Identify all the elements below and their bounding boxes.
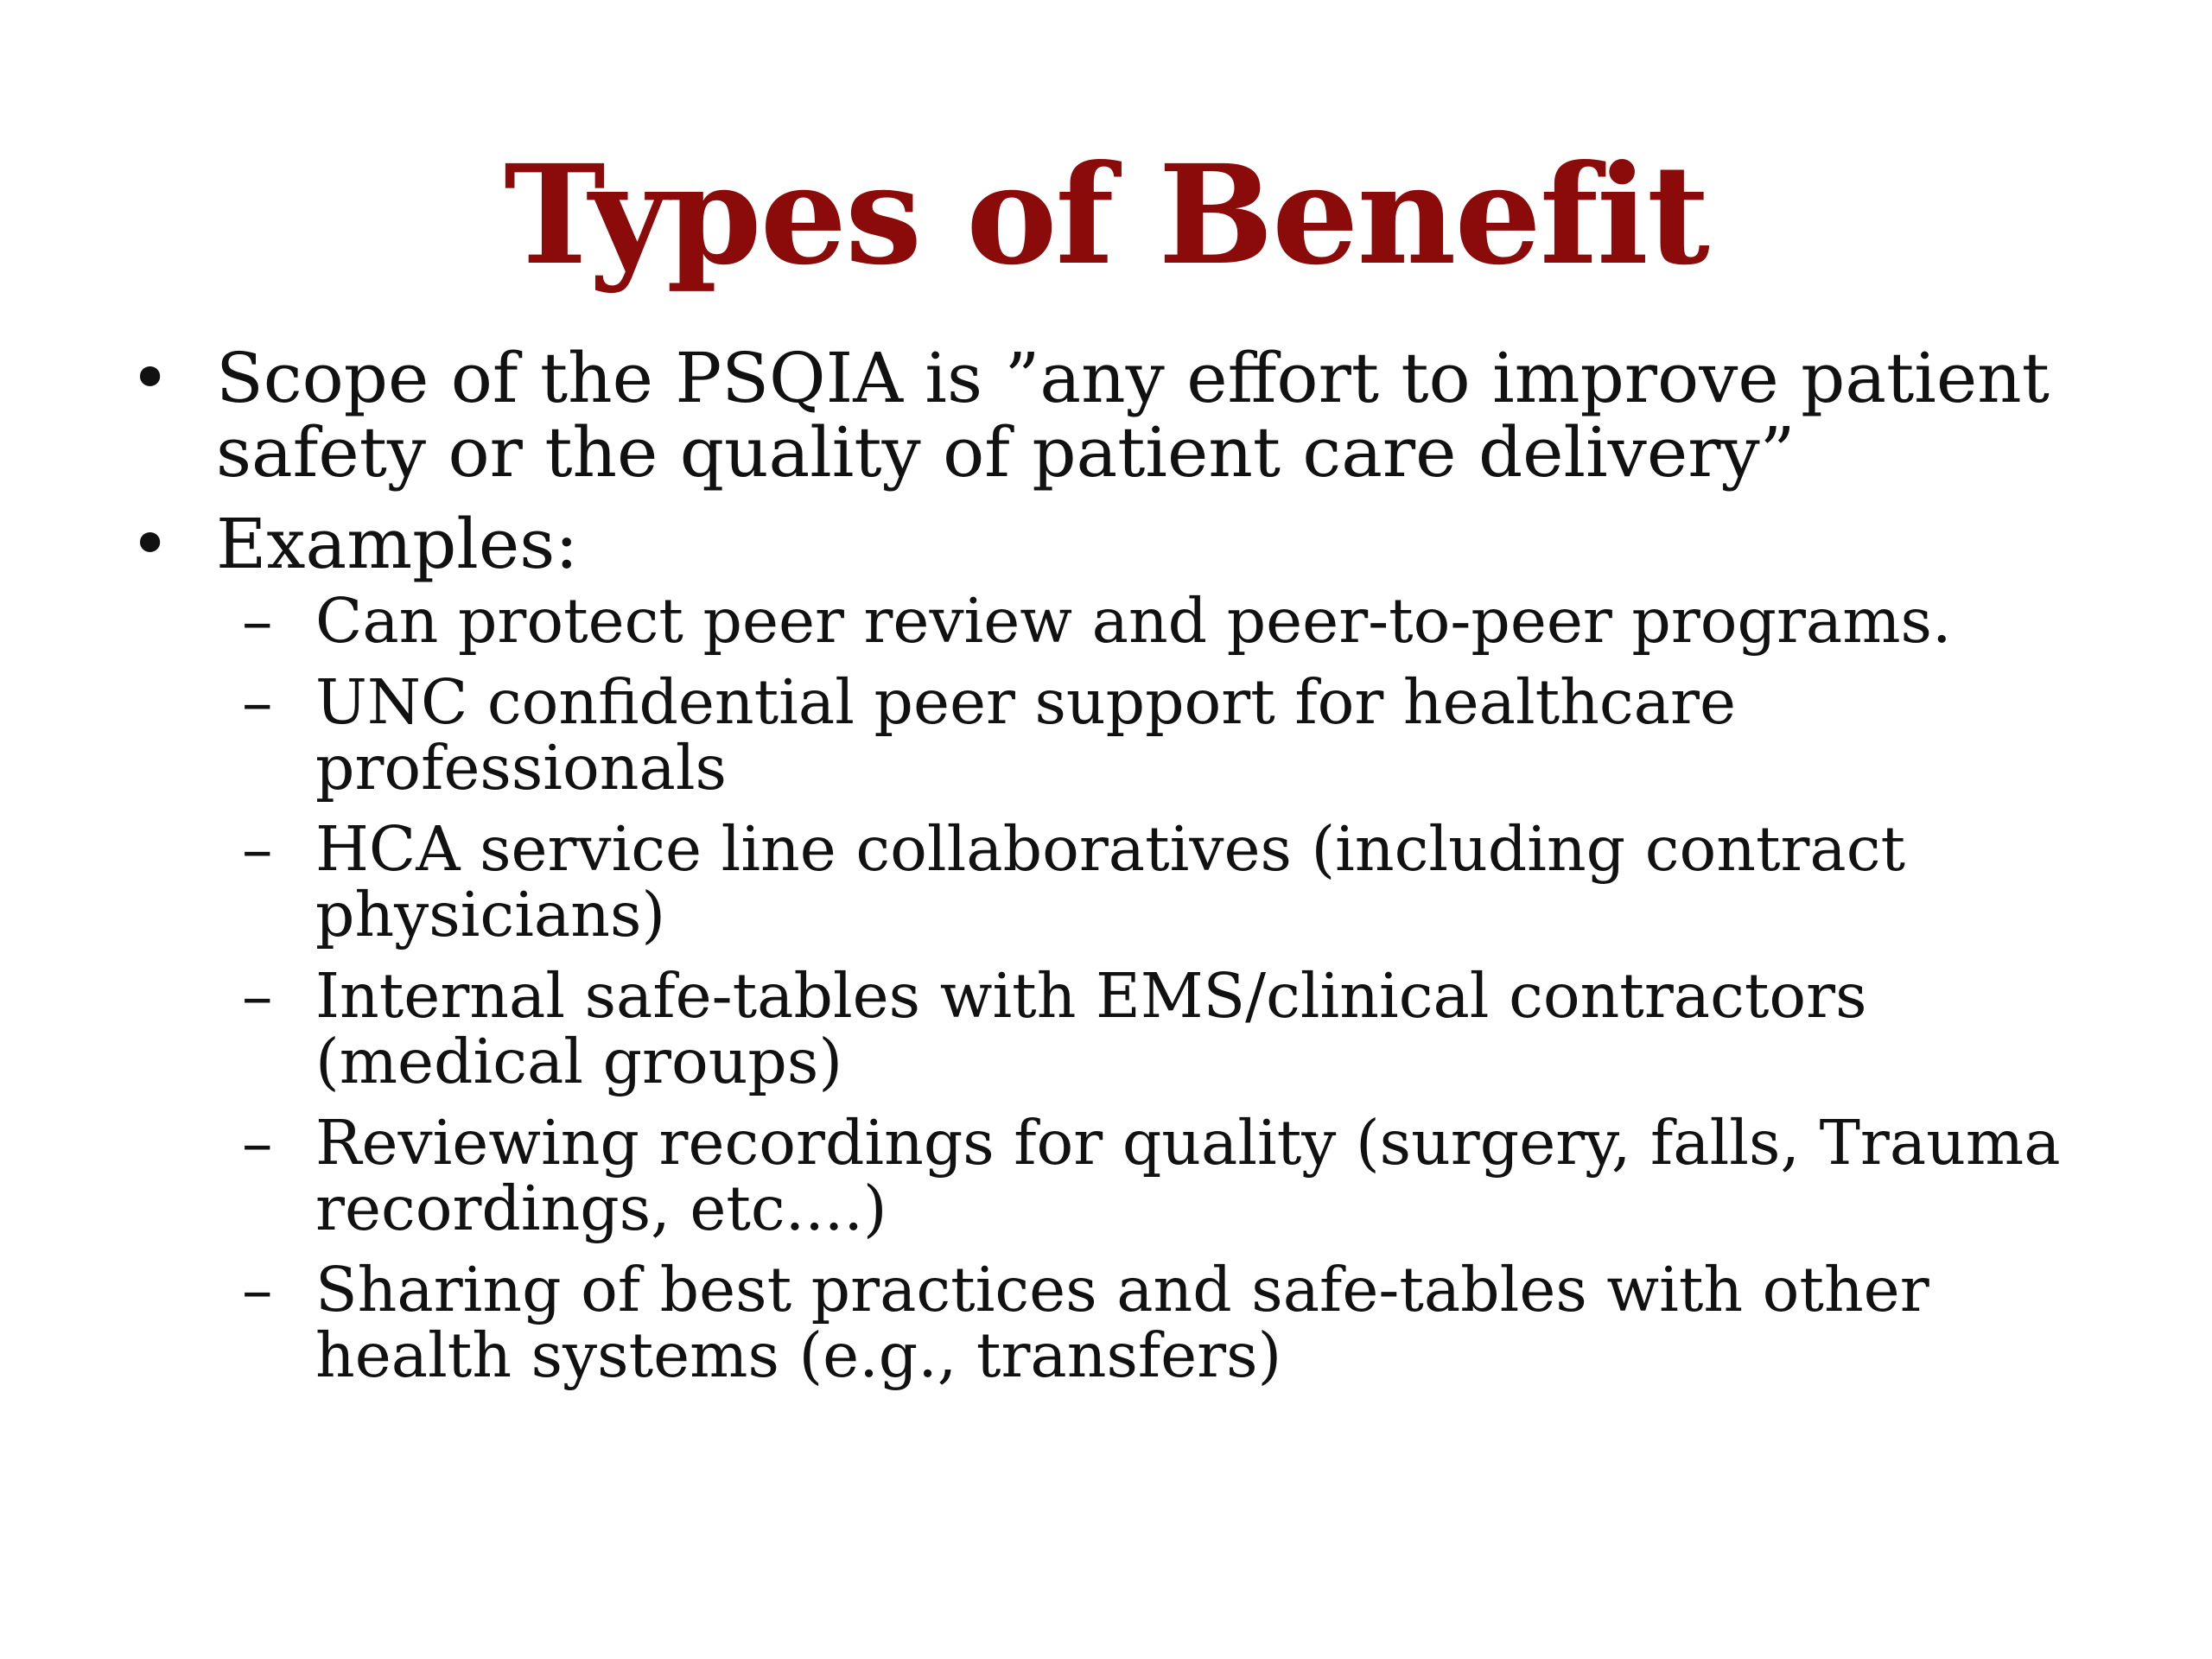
slide-body <box>130 338 2117 1404</box>
sub-item-marker: – <box>242 1107 273 1179</box>
sub-item-text: Reviewing recordings for quality (surgery, falls, Trauma recordings, etc....) <box>315 1107 2061 1244</box>
sub-item-unc <box>130 666 2117 804</box>
examples-list <box>130 585 2117 1391</box>
sub-item-text: Can protect peer review and peer-to-peer programs. <box>315 585 1952 657</box>
bullet-scope <box>130 338 2117 493</box>
sub-item-marker: – <box>242 1254 273 1325</box>
sub-item-text: HCA service line collaboratives (including contract physicians) <box>315 813 1906 950</box>
bullet-marker: • <box>130 338 171 418</box>
bullet-text: Scope of the PSQIA is ”any effort to improve patient safety or the quality of patient care delivery” <box>216 338 2050 493</box>
sub-item-text: UNC confidential peer support for healthcare professionals <box>315 666 1736 804</box>
sub-item-marker: – <box>242 585 273 657</box>
sub-item-best-practices <box>130 1254 2117 1391</box>
sub-item-marker: – <box>242 813 273 885</box>
sub-item-recordings <box>130 1107 2117 1244</box>
sub-item-text: Sharing of best practices and safe-tables with other health systems (e.g., transfers) <box>315 1254 1929 1391</box>
bullet-marker: • <box>130 504 171 584</box>
slide-title: Types of Benefit <box>504 136 1708 296</box>
sub-item-text: Internal safe-tables with EMS/clinical contractors (medical groups) <box>315 960 1867 1097</box>
sub-item-marker: – <box>242 666 273 738</box>
bullet-examples <box>130 504 2117 584</box>
sub-item-marker: – <box>242 960 273 1032</box>
sub-item-peer-review <box>130 585 2117 657</box>
sub-item-safe-tables <box>130 960 2117 1097</box>
sub-item-hca <box>130 813 2117 950</box>
bullet-text: Examples: <box>216 504 579 584</box>
